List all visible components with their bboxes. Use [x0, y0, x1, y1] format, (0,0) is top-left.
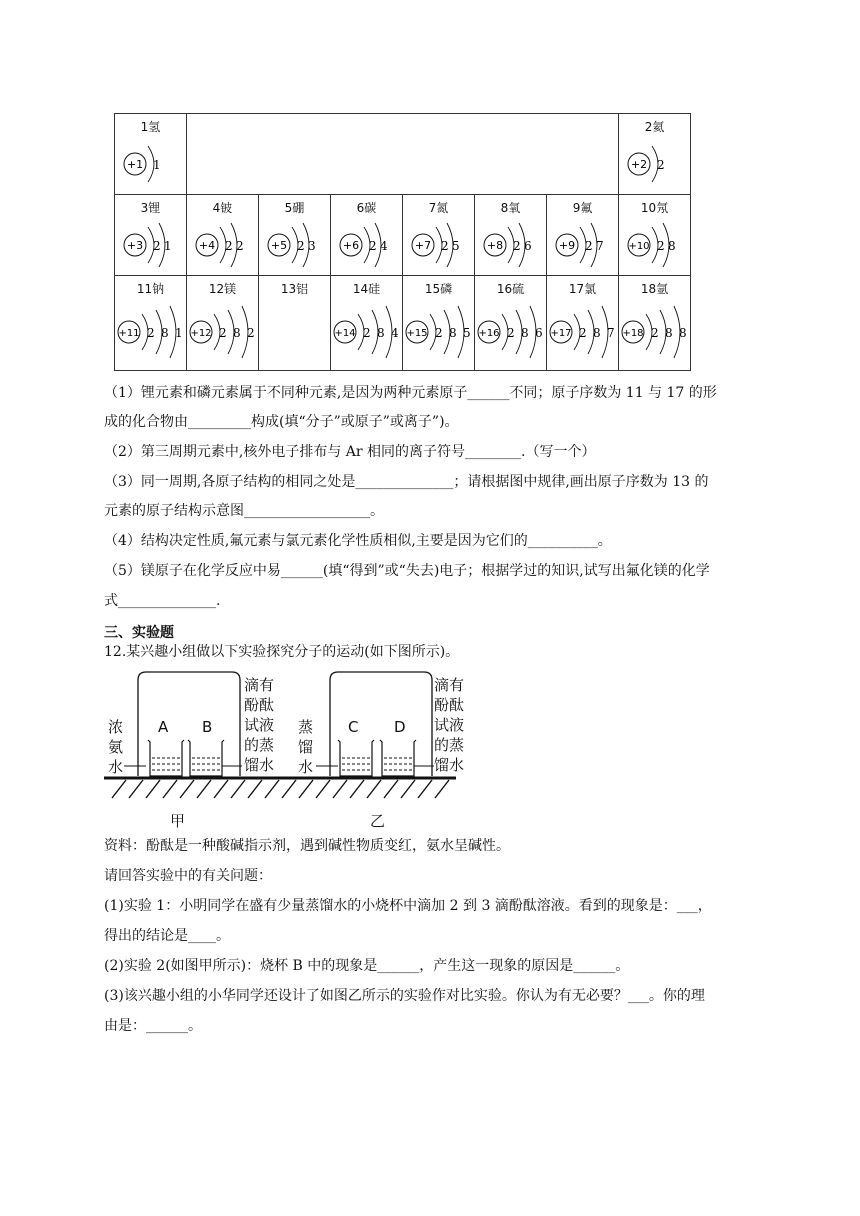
shell-electron-count: 2 — [153, 239, 161, 253]
question-3-line-2: 元素的原子结构示意图__________________。 — [104, 503, 384, 519]
shell-electron-count: 2 — [225, 239, 233, 253]
shell-electron-count: 2 — [236, 239, 244, 253]
caption-yi: 乙 — [370, 812, 386, 830]
element-cell-5 — [259, 195, 331, 276]
element-label: 15磷 — [424, 282, 453, 296]
shell-electron-count: 3 — [308, 239, 316, 253]
surface-hatch-line — [129, 780, 143, 798]
part-1-line-2: 得出的结论是____。 — [104, 928, 230, 944]
label-distilled-3: 水 — [298, 758, 314, 776]
question-2: （2）第三周期元素中,核外电子排布与 Ar 相同的离子符号________.（写一个） — [104, 444, 596, 460]
atom-structure-diagram — [619, 217, 691, 273]
prompt-text: 请回答实验中的有关问题： — [104, 868, 272, 884]
nucleus-charge: +15 — [406, 328, 428, 339]
element-label: 2氦 — [644, 120, 665, 134]
atom-structure-diagram — [331, 304, 403, 360]
info-text: 资料：酚酞是一种酸碱指示剂，遇到碱性物质变红，氨水呈碱性。 — [104, 838, 510, 854]
atom-structure-diagram — [187, 217, 259, 273]
caption-jia: 甲 — [170, 812, 186, 830]
beaker-label-a: A — [158, 718, 169, 736]
nucleus-charge: +6 — [342, 239, 360, 252]
nucleus-charge: +1 — [126, 158, 144, 171]
shell-electron-count: 2 — [369, 239, 377, 253]
shell-electron-count: 1 — [175, 326, 183, 340]
element-cell-13 — [259, 276, 331, 371]
element-cell-9 — [547, 195, 619, 276]
question-1-line-1: （1）锂元素和磷元素属于不同种元素,是因为两种元素原子______不同；原子序数为 11 与 17 的形 — [104, 385, 717, 401]
atom-structure-diagram — [403, 217, 475, 273]
shell-electron-count: 2 — [219, 326, 227, 340]
element-label: 11钠 — [136, 282, 165, 296]
shell-electron-count: 2 — [247, 326, 255, 340]
shell-electron-count: 2 — [147, 326, 155, 340]
atom-structure-diagram — [619, 304, 691, 360]
nucleus-charge: +4 — [198, 239, 216, 252]
table-blank-area — [187, 114, 619, 195]
label-distilled-2: 馏 — [298, 738, 314, 756]
label-phenol-right-4: 的蒸 — [434, 736, 465, 754]
nucleus-charge: +14 — [334, 328, 356, 339]
atom-structure-diagram — [547, 217, 619, 273]
element-label: 8氧 — [500, 201, 521, 215]
part-2: (2)实验 2(如图甲所示)：烧杯 B 中的现象是______，产生这一现象的原因是______。 — [104, 958, 630, 974]
surface-hatch-line — [384, 780, 398, 798]
shell-electron-count: 2 — [297, 239, 305, 253]
shell-electron-count: 2 — [507, 326, 515, 340]
label-conc-ammonia-1: 浓 — [108, 718, 124, 736]
shell-electron-count: 8 — [161, 326, 169, 340]
element-cell-14 — [331, 276, 403, 371]
shell-electron-count: 7 — [596, 239, 604, 253]
element-cell-8 — [475, 195, 547, 276]
surface-hatch-line — [299, 780, 313, 798]
shell-electron-count: 2 — [363, 326, 371, 340]
nucleus-charge: +16 — [478, 328, 500, 339]
shell-electron-count: 2 — [513, 239, 521, 253]
element-label: 5硼 — [284, 201, 305, 215]
nucleus-charge: +10 — [628, 241, 650, 252]
label-phenol-left-3: 试液 — [244, 716, 275, 734]
shell-electron-count: 2 — [657, 239, 665, 253]
surface-hatch-line — [367, 780, 381, 798]
element-cell-6 — [331, 195, 403, 276]
nucleus-charge: +3 — [126, 239, 144, 252]
surface-hatch-line — [112, 780, 126, 798]
element-label: 18氩 — [640, 282, 669, 296]
shell-electron-count: 1 — [164, 239, 172, 253]
surface-hatch-line — [333, 780, 347, 798]
surface-hatch-line — [316, 780, 330, 798]
shell-electron-count: 2 — [435, 326, 443, 340]
part-1-line-1: (1)实验 1：小明同学在盛有少量蒸馏水的小烧杯中滴加 2 到 3 滴酚酞溶液。看到的现象是：___， — [104, 898, 712, 914]
element-label: 1氢 — [140, 120, 161, 134]
label-phenol-right-3: 试液 — [434, 716, 465, 734]
question-5-line-2: 式______________. — [104, 593, 221, 609]
atom-structure-diagram — [115, 136, 187, 192]
element-cell-11 — [115, 276, 187, 371]
element-label: 13铝 — [280, 282, 309, 296]
section-title: 三、实验题 — [104, 625, 174, 641]
surface-hatch-line — [435, 780, 449, 798]
shell-electron-count: 5 — [452, 239, 460, 253]
surface-hatch-line — [248, 780, 262, 798]
element-cell-15 — [403, 276, 475, 371]
label-phenol-right-2: 酚酞 — [434, 696, 465, 714]
shell-electron-count: 8 — [233, 326, 241, 340]
shell-electron-count: 7 — [607, 326, 615, 340]
surface-hatch-line — [350, 780, 364, 798]
atom-structure-diagram — [475, 304, 547, 360]
label-phenol-right-5: 馏水 — [434, 756, 465, 774]
shell-electron-count: 6 — [535, 326, 543, 340]
beaker-label-b: B — [202, 718, 213, 736]
shell-electron-count: 2 — [579, 326, 587, 340]
nucleus-charge: +2 — [630, 158, 648, 171]
experiment-apparatus — [104, 668, 470, 830]
periodic-table — [114, 113, 691, 371]
atom-structure-diagram — [619, 136, 691, 192]
element-cell-7 — [403, 195, 475, 276]
label-phenol-left-4: 的蒸 — [244, 736, 275, 754]
shell-electron-count: 8 — [521, 326, 529, 340]
nucleus-charge: +7 — [414, 239, 432, 252]
shell-electron-count: 8 — [449, 326, 457, 340]
element-cell-4 — [187, 195, 259, 276]
shell-electron-count: 2 — [651, 326, 659, 340]
element-label: 9氟 — [572, 201, 593, 215]
surface-hatch-line — [231, 780, 245, 798]
element-cell-17 — [547, 276, 619, 371]
surface-hatch-line — [265, 780, 279, 798]
label-conc-ammonia-3: 水 — [108, 758, 124, 776]
element-label: 7氮 — [428, 201, 449, 215]
shell-electron-count: 8 — [665, 326, 673, 340]
shell-electron-count: 8 — [593, 326, 601, 340]
nucleus-charge: +8 — [486, 239, 504, 252]
label-phenol-right-1: 滴有 — [434, 676, 465, 694]
element-cell-10 — [619, 195, 691, 276]
question-5-line-1: （5）镁原子在化学反应中易______(填“得到”或“失去)电子；根据学过的知识,试写出氟化镁的化学 — [104, 563, 710, 579]
shell-electron-count: 2 — [585, 239, 593, 253]
element-label: 6碳 — [356, 201, 377, 215]
surface-hatch-line — [197, 780, 211, 798]
question-3-line-1: （3）同一周期,各原子结构的相同之处是______________；请根据图中规律,画出原子序数为 13 的 — [104, 474, 709, 490]
question-4: （4）结构决定性质,氟元素与氯元素化学性质相似,主要是因为它们的__________。 — [104, 533, 612, 549]
element-cell-18 — [619, 276, 691, 371]
label-distilled-1: 蒸 — [298, 718, 314, 736]
element-cell-3 — [115, 195, 187, 276]
nucleus-charge: +5 — [270, 239, 288, 252]
question-12-stem: 12.某兴趣小组做以下实验探究分子的运动(如下图所示)。 — [104, 644, 460, 660]
surface-hatch-line — [180, 780, 194, 798]
element-label: 12镁 — [208, 282, 237, 296]
atom-structure-diagram — [187, 304, 259, 360]
element-label: 10氖 — [640, 201, 669, 215]
element-cell-16 — [475, 276, 547, 371]
beaker-label-d: D — [394, 718, 406, 736]
atom-structure-diagram — [547, 304, 619, 360]
part-3-line-2: 由是：______。 — [104, 1018, 202, 1034]
question-1-line-2: 成的化合物由_________构成(填“分子”或原子”或离子”)。 — [104, 414, 459, 430]
surface-hatch-line — [146, 780, 160, 798]
surface-hatch-line — [418, 780, 432, 798]
element-label: 14硅 — [352, 282, 381, 296]
element-cell-2 — [619, 114, 691, 195]
surface-hatch-line — [282, 780, 296, 798]
surface-hatch-line — [401, 780, 415, 798]
shell-electron-count: 2 — [657, 158, 665, 172]
element-label: 3锂 — [140, 201, 161, 215]
element-cell-1 — [115, 114, 187, 195]
atom-structure-diagram — [475, 217, 547, 273]
label-conc-ammonia-2: 氨 — [108, 738, 124, 756]
element-label: 17氯 — [568, 282, 597, 296]
surface-hatch-line — [214, 780, 228, 798]
nucleus-charge: +9 — [558, 239, 576, 252]
shell-electron-count: 8 — [679, 326, 687, 340]
shell-electron-count: 2 — [441, 239, 449, 253]
nucleus-charge: +11 — [118, 328, 140, 339]
shell-electron-count: 1 — [153, 158, 161, 172]
shell-electron-count: 5 — [463, 326, 471, 340]
atom-structure-diagram — [115, 304, 187, 360]
shell-electron-count: 8 — [377, 326, 385, 340]
shell-electron-count: 8 — [668, 239, 676, 253]
atom-structure-diagram — [403, 304, 475, 360]
atom-structure-diagram — [115, 217, 187, 273]
element-cell-12 — [187, 276, 259, 371]
nucleus-charge: +12 — [190, 328, 212, 339]
atom-structure-diagram — [259, 217, 331, 273]
part-3-line-1: (3)该兴趣小组的小华同学还设计了如图乙所示的实验作对比实验。你认为有无必要？___。你的理 — [104, 988, 705, 1004]
surface-hatch-line — [163, 780, 177, 798]
element-label: 16硫 — [496, 282, 525, 296]
shell-electron-count: 6 — [524, 239, 532, 253]
beaker-label-c: C — [348, 718, 359, 736]
label-phenol-left-1: 滴有 — [244, 676, 275, 694]
nucleus-charge: +18 — [622, 328, 644, 339]
shell-electron-count: 4 — [391, 326, 399, 340]
label-phenol-left-5: 馏水 — [244, 756, 275, 774]
label-phenol-left-2: 酚酞 — [244, 696, 275, 714]
nucleus-charge: +17 — [550, 328, 572, 339]
atom-structure-diagram — [331, 217, 403, 273]
element-label: 4铍 — [212, 201, 233, 215]
shell-electron-count: 4 — [380, 239, 388, 253]
